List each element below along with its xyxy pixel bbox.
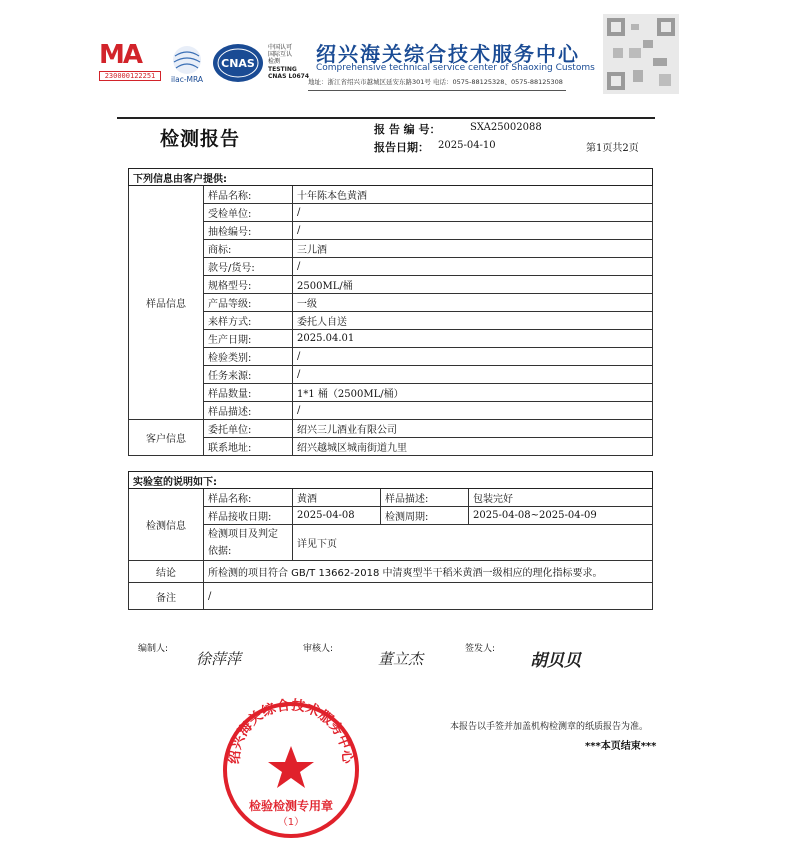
client-info-group: 客户信息 <box>129 420 204 456</box>
client-info-table <box>128 168 653 456</box>
lab-section-heading: 实验室的说明如下: <box>129 472 653 489</box>
table-row: 检验类别: / <box>129 348 653 366</box>
cma-number: 230000122251 <box>99 71 161 81</box>
sample-info-group: 样品信息 <box>129 186 204 420</box>
test-info-group: 检测信息 <box>129 489 204 561</box>
ilac-mark-text: ilac-MRA <box>170 75 204 84</box>
seal-arc-text: 绍兴海关综合技术服务中心 <box>226 698 356 765</box>
editor-signature: 徐萍萍 <box>196 650 242 668</box>
editor-label: 编制人: <box>138 644 169 654</box>
star-icon <box>268 746 314 788</box>
table-row: 样品信息 样品名称: 十年陈本色黄酒 <box>129 186 653 204</box>
table-row: 受检单位: / <box>129 204 653 222</box>
test-period-value: 2025-04-08~2025-04-09 <box>469 507 653 525</box>
cma-logo: MA <box>99 40 141 70</box>
page-end-marker: ***本页结束*** <box>585 741 657 752</box>
ilac-mra-logo <box>166 42 208 84</box>
table-row: 客户信息 委托单位: 绍兴三儿酒业有限公司 <box>129 420 653 438</box>
reviewer-label: 审核人: <box>303 644 334 654</box>
organization-name-cn: 绍兴海关综合技术服务中心 <box>316 42 580 66</box>
lab-sample-desc-value: 包装完好 <box>469 489 653 507</box>
cnas-accreditation-text: 中国认可 国际互认 检测 TESTING CNAS L0674 <box>268 44 310 80</box>
organization-address: 地址：浙江省绍兴市越城区延安东路301号 电话：0575-88125328、0575-88125308 <box>308 78 563 86</box>
report-number: SXA25002088 <box>470 122 542 133</box>
remark-label: 备注 <box>129 583 204 610</box>
lab-sample-name-value: 黄酒 <box>293 489 381 507</box>
table-row <box>129 561 653 583</box>
table-row: 抽检编号: / <box>129 222 653 240</box>
report-date-label: 报告日期： <box>374 141 429 154</box>
signer-label: 签发人: <box>465 644 496 654</box>
conclusion-label: 结论 <box>129 561 204 583</box>
client-section-heading: 下列信息由客户提供: <box>129 169 653 186</box>
table-row <box>129 583 653 610</box>
cnas-mark-text: CNAS <box>221 57 255 70</box>
header-divider <box>308 90 566 91</box>
footer-note: 本报告以手签并加盖机构检测章的纸质报告为准。 <box>450 722 649 732</box>
conclusion-value: 所检测的项目符合 GB/T 13662-2018 中清爽型半干稻米黄酒一级相应的理化指标要求。 <box>204 561 653 583</box>
report-date: 2025-04-10 <box>438 140 496 151</box>
page-indicator: 第1页共2页 <box>586 143 639 154</box>
report-title: 检测报告 <box>160 128 241 150</box>
table-row: 检测信息 样品名称: 黄酒 样品描述: 包装完好 <box>129 489 653 507</box>
table-row: 样品接收日期: 2025-04-08 检测周期: 2025-04-08~2025-04-09 <box>129 507 653 525</box>
seal-bottom-text: 检验检测专用章 <box>248 799 334 813</box>
official-seal <box>221 698 361 838</box>
received-date-value: 2025-04-08 <box>293 507 381 525</box>
client-company-value: 绍兴三儿酒业有限公司 <box>293 420 653 438</box>
table-row: 样品数量: 1*1 桶（2500ML/桶） <box>129 384 653 402</box>
table-row: 联系地址: 绍兴越城区城南街道九里 <box>129 438 653 456</box>
table-row: 款号/货号: / <box>129 258 653 276</box>
reviewer-signature: 董立杰 <box>378 650 424 668</box>
table-row: 产品等级: 一级 <box>129 294 653 312</box>
table-row: 生产日期: 2025.04.01 <box>129 330 653 348</box>
table-row: 来样方式: 委托人自送 <box>129 312 653 330</box>
title-divider <box>117 117 655 119</box>
table-row: 任务来源: / <box>129 366 653 384</box>
table-row: 商标: 三儿酒 <box>129 240 653 258</box>
table-row: 样品描述: / <box>129 402 653 420</box>
table-row: 规格型号: 2500ML/桶 <box>129 276 653 294</box>
client-address-value: 绍兴越城区城南街道九里 <box>293 438 653 456</box>
table-row: 检测项目及判定 依据: 详见下页 <box>129 525 653 561</box>
test-basis-value: 详见下页 <box>293 525 653 561</box>
seal-number: （1） <box>277 817 305 828</box>
signer-signature: 胡贝贝 <box>530 651 581 671</box>
qr-code[interactable] <box>603 14 679 94</box>
report-number-label: 报 告 编 号： <box>374 123 441 136</box>
remark-value: / <box>204 583 653 610</box>
cnas-logo <box>212 42 264 84</box>
lab-info-table <box>128 471 653 610</box>
sample-name-value: 十年陈本色黄酒 <box>293 186 653 204</box>
organization-name-en: Comprehensive technical service center of Shaoxing Customs <box>316 63 595 73</box>
